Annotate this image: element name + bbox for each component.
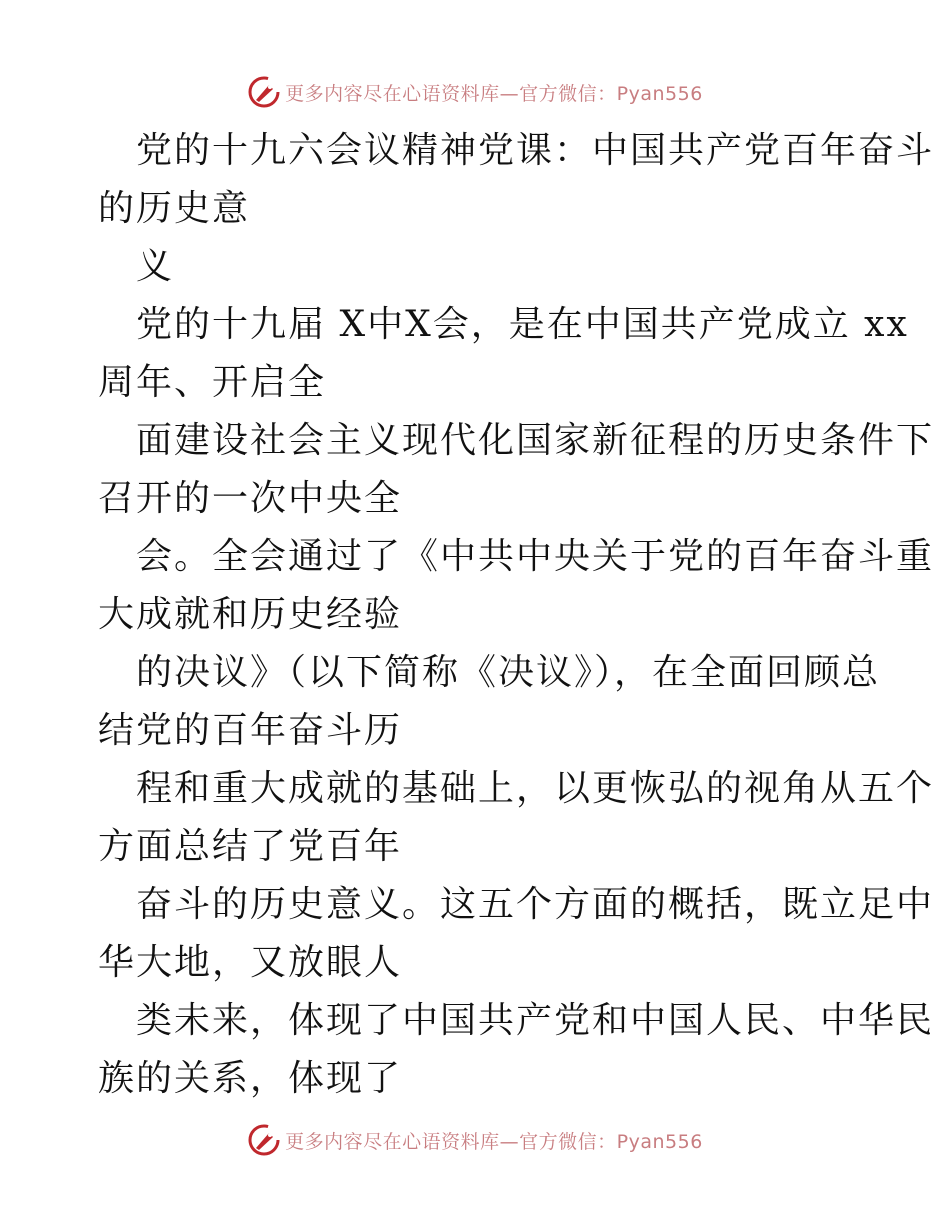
text-line: 程和重大成就的基础上，以更恢弘的视角从五个 bbox=[136, 768, 935, 809]
text-line: 类未来，体现了中国共产党和中国人民、中华民 bbox=[136, 1000, 935, 1041]
pen-nib-logo-icon bbox=[247, 1123, 281, 1157]
text-line: 的决议》（以下简称《决议》），在全面回顾总 bbox=[136, 652, 881, 693]
text-line: 义 bbox=[136, 246, 175, 287]
text-line: 奋斗的历史意义。这五个方面的概括，既立足中 bbox=[136, 884, 935, 925]
header-watermark bbox=[0, 72, 950, 112]
text-line: 的历史意 bbox=[98, 188, 251, 229]
text-line: 方面总结了党百年 bbox=[98, 826, 403, 867]
text-line: 党的十九六会议精神党课：中国共产党百年奋斗 bbox=[136, 130, 935, 171]
header-watermark-text: 更多内容尽在心语资料库—官方微信：Pyan556 bbox=[285, 82, 703, 105]
text-line: 大成就和历史经验 bbox=[98, 594, 403, 635]
text-line: 面建设社会主义现代化国家新征程的历史条件下 bbox=[136, 420, 935, 461]
text-line: 周年、开启全 bbox=[98, 362, 327, 403]
text-line: 结党的百年奋斗历 bbox=[98, 710, 403, 751]
text-line: 族的关系，体现了 bbox=[98, 1058, 403, 1099]
footer-watermark bbox=[0, 1120, 950, 1160]
text-line: 召开的一次中央全 bbox=[98, 478, 403, 519]
text-line: 华大地，又放眼人 bbox=[98, 942, 403, 983]
text-line: 会。全会通过了《中共中央关于党的百年奋斗重 bbox=[136, 536, 935, 577]
text-line: 党的十九届 X中X会，是在中国共产党成立 xx bbox=[136, 304, 909, 345]
document-body bbox=[98, 122, 935, 1108]
pen-nib-logo-icon bbox=[247, 75, 281, 109]
footer-watermark-text: 更多内容尽在心语资料库—官方微信：Pyan556 bbox=[285, 1130, 703, 1153]
